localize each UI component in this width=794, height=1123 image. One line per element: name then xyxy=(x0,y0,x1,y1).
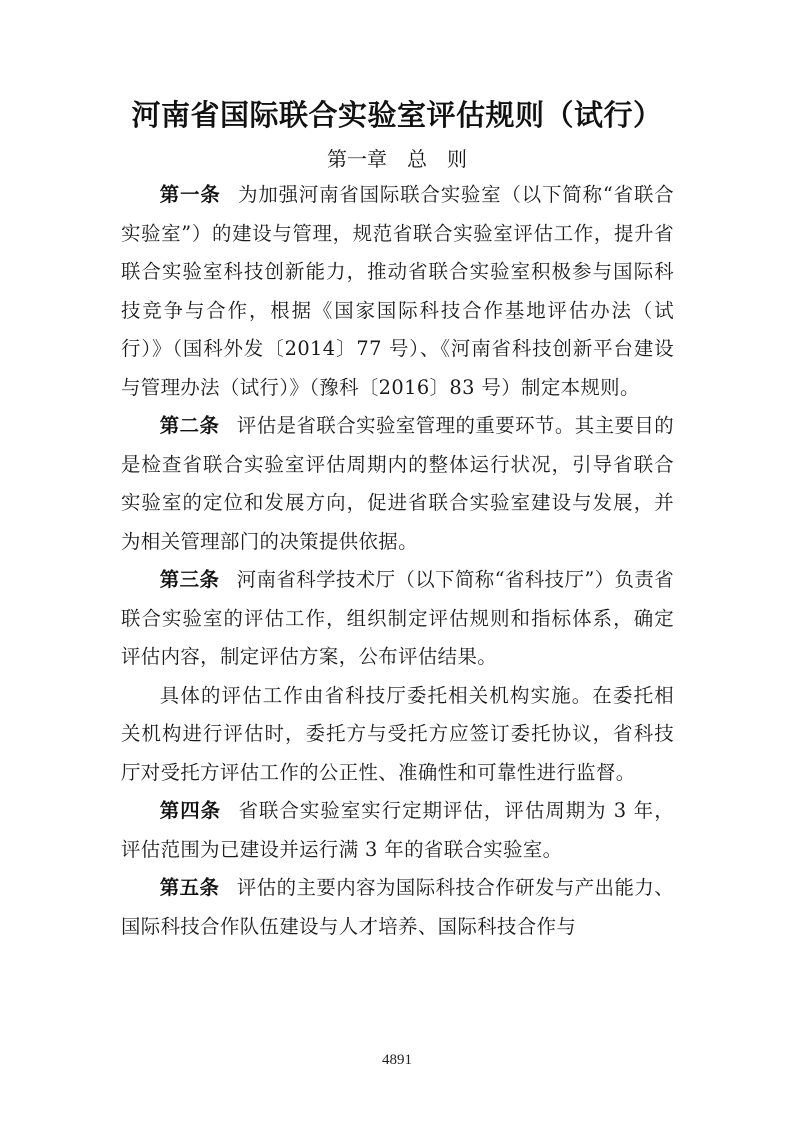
article-label: 第三条 xyxy=(159,568,220,591)
article-text: 评估是省联合实验室管理的重要环节。其主要目的是检查省联合实验室评估周期内的整体运行状况，引导省联合实验室的定位和发展方向，促进省联合实验室建设与发展，并为相关管理部门的决策提供依据。 xyxy=(121,414,674,553)
article-text: 为加强河南省国际联合实验室（以下简称“省联合实验室”）的建设与管理，规范省联合实验室评估工作，提升省联合实验室科技创新能力，推动省联合实验室积极参与国际科技竞争与合作，根据《国家国际科技合作基地评估办法（试行）》（国科外发〔2014〕77 号）、《河南省科技创新平台建设与管理办法（试行）》（豫科〔2016〕83 号）制定本规则。 xyxy=(121,183,674,399)
article-1 xyxy=(121,176,674,407)
chapter-heading: 第一章 总 则 xyxy=(327,147,467,171)
article-3-continuation xyxy=(121,677,674,793)
article-text: 河南省科学技术厅（以下简称“省科技厅”）负责省联合实验室的评估工作，组织制定评估规则和指标体系，确定评估内容，制定评估方案，公布评估结果。 xyxy=(121,568,674,668)
article-label: 第四条 xyxy=(159,799,222,822)
article-text: 省联合实验室实行定期评估，评估周期为 3 年，评估范围为已建设并运行满 3 年的省联合实验室。 xyxy=(121,799,674,861)
page-number: 4891 xyxy=(382,1052,412,1068)
document-title: 河南省国际联合实验室评估规则（试行） xyxy=(131,98,663,132)
article-label: 第五条 xyxy=(159,876,220,899)
article-label: 第一条 xyxy=(159,183,221,206)
article-2 xyxy=(121,407,674,561)
article-text: 评估的主要内容为国际科技合作研发与产出能力、国际科技合作队伍建设与人才培养、国际科技合作与 xyxy=(121,876,674,938)
paragraph-text: 具体的评估工作由省科技厅委托相关机构实施。在委托相关机构进行评估时，委托方与受托方应签订委托协议，省科技厅对受托方评估工作的公正性、准确性和可靠性进行监督。 xyxy=(121,683,674,784)
article-label: 第二条 xyxy=(159,414,220,437)
article-5 xyxy=(121,869,674,946)
document-body xyxy=(121,176,674,946)
article-4 xyxy=(121,792,674,869)
article-3 xyxy=(121,561,674,677)
